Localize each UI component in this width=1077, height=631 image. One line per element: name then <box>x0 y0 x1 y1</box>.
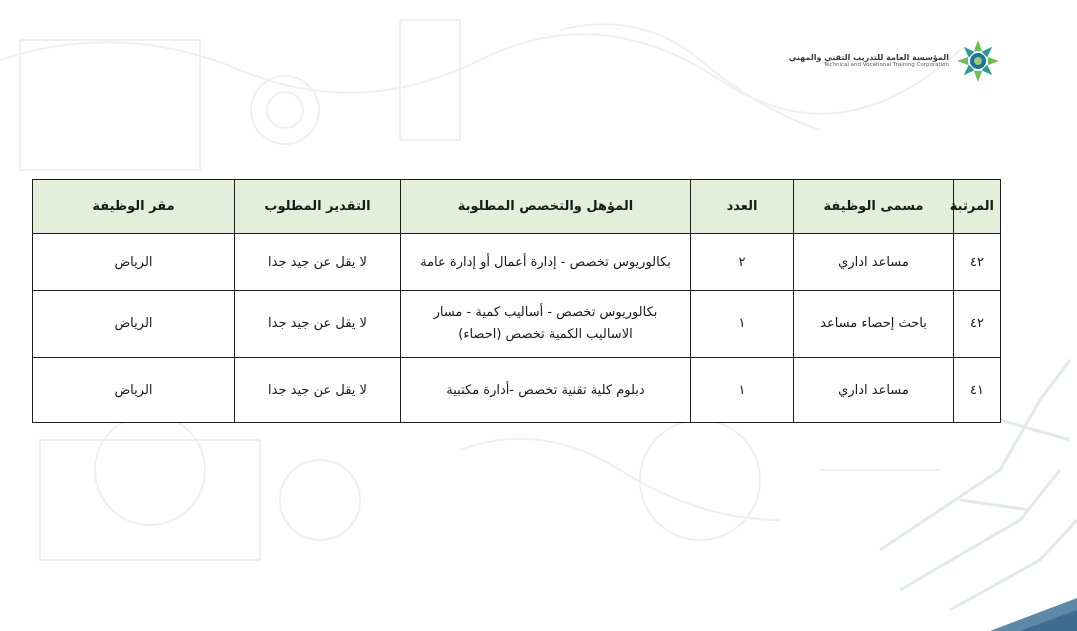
organization-name-arabic: المؤسسة العامة للتدريب التقني والمهني <box>788 52 949 62</box>
header-rank: المرتبة <box>954 180 1001 234</box>
cell-count: ١ <box>691 291 794 358</box>
cell-job-title: مساعد اداري <box>794 234 954 291</box>
cell-rank: ٤١ <box>954 358 1001 423</box>
cell-rank: ٤٢ <box>954 234 1001 291</box>
qualification-line-1: بكالوريوس تخصص - أساليب كمية - مسار <box>433 305 658 320</box>
organization-logo <box>789 38 1001 84</box>
table-row <box>33 234 1001 291</box>
jobs-table <box>32 179 1001 423</box>
cell-job-title: مساعد اداري <box>794 358 954 423</box>
header-location: مقر الوظيفة <box>33 180 235 234</box>
cell-rank: ٤٢ <box>954 291 1001 358</box>
organization-name-english: Technical and Vocational Training Corporation <box>823 62 949 69</box>
header-count: العدد <box>691 180 794 234</box>
header-grade: التقدير المطلوب <box>235 180 401 234</box>
jobs-table-container <box>32 179 1000 423</box>
cell-job-title: باحث إحصاء مساعد <box>794 291 954 358</box>
cell-grade: لا يقل عن جيد جدا <box>235 291 401 358</box>
cell-location: الرياض <box>33 358 235 423</box>
table-header-row <box>33 180 1001 234</box>
tvtc-logo-icon <box>955 38 1001 84</box>
cell-grade: لا يقل عن جيد جدا <box>235 234 401 291</box>
cell-location: الرياض <box>33 291 235 358</box>
cell-count: ٢ <box>691 234 794 291</box>
cell-qualification: بكالوريوس تخصص - إدارة أعمال أو إدارة عامة <box>401 234 691 291</box>
cell-location: الرياض <box>33 234 235 291</box>
header-qualification: المؤهل والتخصص المطلوبة <box>401 180 691 234</box>
table-row <box>33 291 1001 358</box>
qualification-line-2: الاساليب الكمية تخصص (احصاء) <box>458 327 633 342</box>
header-job-title: مسمى الوظيفة <box>794 180 954 234</box>
cell-qualification <box>401 291 691 358</box>
cell-grade: لا يقل عن جيد جدا <box>235 358 401 423</box>
cell-qualification: دبلوم كلية تقنية تخصص -أدارة مكتبية <box>401 358 691 423</box>
table-row <box>33 358 1001 423</box>
cell-count: ١ <box>691 358 794 423</box>
